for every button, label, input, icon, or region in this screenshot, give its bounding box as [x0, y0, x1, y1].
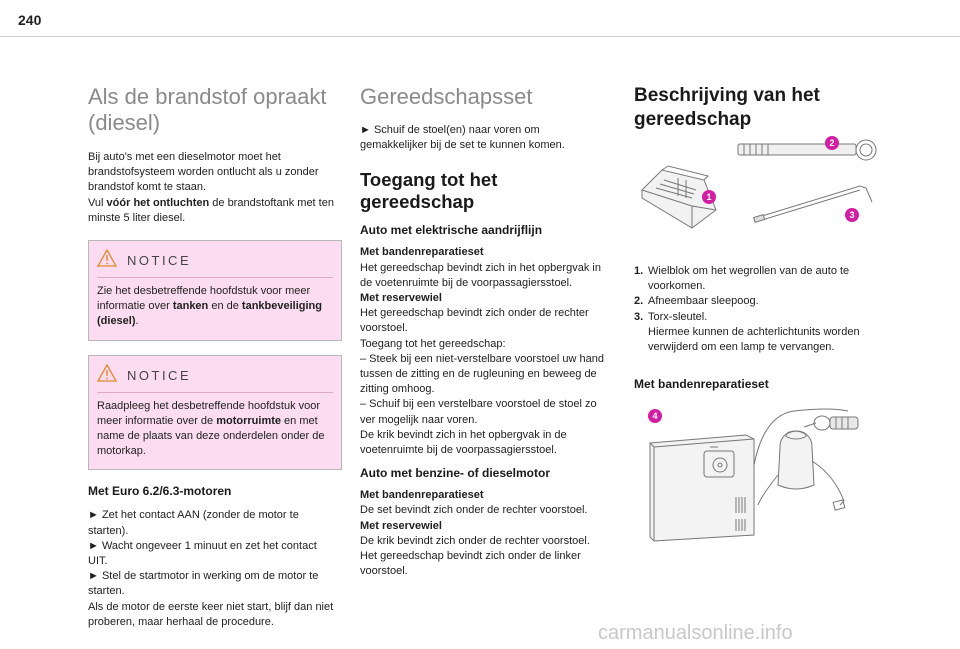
text-line: Als de motor de eerste keer niet start, blijf dan niet: [88, 600, 334, 613]
text-fragment: Vul: [88, 196, 107, 209]
text-line: Zie het desbetreffende hoofdstuk voor meer: [97, 285, 311, 298]
text-line: voorstoel.: [360, 565, 408, 578]
text-line: De krik bevindt zich in het opbergvak in de: [360, 428, 567, 441]
petrol-heading: Auto met benzine- of dieselmotor: [360, 466, 551, 481]
tools-drawing: [634, 136, 888, 244]
text-line: zitting omhoog.: [360, 383, 435, 396]
watermark: carmanualsonline.info: [598, 622, 793, 644]
text-line: motorkap.: [97, 445, 146, 458]
column-fuel: [88, 84, 342, 630]
column-toolkit: [360, 84, 610, 579]
title-line: (diesel): [88, 110, 161, 135]
text-line: De krik bevindt zich onder de rechter voorstoel.: [360, 534, 590, 547]
notice-header: [97, 249, 333, 278]
text-line: UIT.: [88, 555, 108, 568]
badge-4: 4: [648, 409, 662, 423]
text-line: tussen de zitting en de rugleuning en beweeg de: [360, 368, 597, 381]
text-line: [88, 196, 342, 211]
notice-title: NOTICE: [127, 253, 192, 269]
bold-fragment: vóór het ontluchten: [106, 196, 210, 209]
text-line: Met bandenreparatieset: [360, 246, 484, 259]
warning-triangle-icon: [97, 249, 117, 272]
access-heading: Toegang tot het gereedschap: [360, 169, 498, 213]
text-fragment: en de: [208, 300, 242, 313]
repair-kit-illustration: [634, 405, 888, 555]
repair-kit-drawing: [634, 405, 888, 555]
text-line: Bij auto's met een dieselmotor moet het: [88, 151, 281, 163]
electric-body: [360, 245, 610, 458]
section-title-fuel: [88, 84, 342, 136]
tool-list: [634, 264, 888, 355]
title-line: gereedschap: [634, 109, 752, 130]
title-line: Beschrijving van het: [634, 85, 820, 106]
bold-fragment: tanken: [172, 300, 209, 313]
text-line: Met reservewiel: [360, 292, 442, 305]
electric-heading: Auto met elektrische aandrijflijn: [360, 223, 543, 238]
text-line: Torx-sleutel.: [648, 310, 708, 323]
list-text: [648, 264, 849, 294]
bold-fragment: (diesel): [97, 315, 136, 328]
text-line: voorkomen.: [648, 280, 706, 293]
text-line: verwijderd om een lamp te vervangen.: [648, 341, 835, 354]
text-line: name de plaats van deze onderdelen onder de: [97, 430, 325, 443]
text-line: ► Stel de startmotor in werking om de motor te: [88, 570, 319, 583]
text-line: Wielblok om het wegrollen van de auto te: [648, 265, 850, 277]
badge-3: 3: [845, 208, 859, 222]
text-line: Het gereedschap bevindt zich onder de rechter: [360, 307, 589, 320]
list-item: [634, 294, 888, 309]
text-line: Het gereedschap bevindt zich in het opbergvak in: [360, 261, 601, 274]
euro-steps: [88, 508, 342, 630]
text-line: [97, 314, 333, 329]
text-line: Afneembaar sleepoog.: [648, 295, 759, 308]
repair-kit-heading: Met bandenreparatieset: [634, 377, 769, 392]
badge-1: 1: [702, 190, 716, 204]
notice-header: [97, 364, 333, 393]
section-title-toolkit: Gereedschapsset: [360, 84, 533, 109]
text-fragment: informatie over: [97, 300, 173, 313]
text-line: ► Zet het contact AAN (zonder de motor te: [88, 509, 299, 522]
text-line: Met reservewiel: [360, 519, 442, 532]
notice-title: NOTICE: [127, 367, 192, 383]
list-text: [648, 310, 860, 356]
list-item: [634, 310, 888, 356]
bold-fragment: motorruimte: [216, 414, 281, 427]
text-line: Toegang tot het gereedschap:: [360, 337, 506, 350]
page-number: 240: [18, 12, 42, 28]
section-title-tools: [634, 84, 888, 132]
text-line: [97, 299, 333, 314]
list-text: [648, 294, 759, 309]
text-line: De set bevindt zich onder de rechter voorstoel.: [360, 504, 588, 517]
text-line: Met bandenreparatieset: [360, 489, 484, 502]
bold-fragment: tankbeveiliging: [241, 300, 322, 313]
text-line: Hiermee kunnen de achterlichtunits worden: [648, 325, 860, 338]
title-line: Als de brandstof opraakt: [88, 84, 327, 109]
text-line: ► Wacht ongeveer 1 minuut en zet het contact: [88, 539, 317, 552]
notice-box-engine: [88, 355, 342, 471]
tools-illustration: [634, 136, 888, 244]
text-line: ► Schuif de stoel(en) naar voren om: [360, 124, 540, 136]
text-line: minste 5 liter diesel.: [88, 211, 186, 224]
text-line: starten.: [88, 585, 125, 598]
text-line: – Steek bij een niet-verstelbare voorstoel uw hand: [360, 352, 604, 365]
text-line: proberen, maar herhaal de procedure.: [88, 615, 274, 628]
text-line: Raadpleeg het desbetreffende hoofdstuk voor: [97, 399, 321, 412]
text-fragment: de brandstoftank met ten: [209, 196, 334, 209]
list-number: 2.: [634, 295, 644, 308]
euro-heading: Met Euro 6.2/6.3-motoren: [88, 484, 232, 499]
petrol-body: [360, 488, 610, 579]
text-line: Het gereedschap bevindt zich onder de linker: [360, 550, 581, 563]
list-item: [634, 264, 888, 294]
text-line: voorstoel.: [360, 322, 408, 335]
text-fragment: .: [135, 315, 139, 328]
list-number: 1.: [634, 265, 644, 277]
intro-paragraph: [88, 150, 342, 226]
text-line: de voetenruimte bij de voorpassagiersstoel.: [360, 276, 573, 289]
warning-triangle-icon: [97, 364, 117, 387]
text-line: [97, 414, 333, 429]
text-fragment: en met: [281, 414, 318, 427]
text-line: – Schuif bij een verstelbare voorstoel de stoel zo: [360, 398, 597, 411]
top-divider: [0, 36, 960, 37]
text-line: voetenruimte bij de voorpassagiersstoel.: [360, 444, 557, 457]
notice-text: [97, 284, 333, 330]
badge-2: 2: [825, 136, 839, 150]
toolkit-intro: [360, 123, 610, 153]
text-fragment: meer informatie over de: [97, 414, 217, 427]
list-number: 3.: [634, 310, 644, 323]
notice-box-tank: [88, 240, 342, 341]
column-tool-description: [634, 84, 888, 555]
text-line: starten).: [88, 524, 129, 537]
text-line: brandstofsysteem worden ontlucht als u zonder: [88, 166, 319, 179]
text-line: brandstof komt te staan.: [88, 181, 207, 194]
text-line: ver mogelijk naar voren.: [360, 413, 478, 426]
notice-text: [97, 399, 333, 460]
text-line: gemakkelijker bij de set te kunnen komen.: [360, 139, 565, 152]
